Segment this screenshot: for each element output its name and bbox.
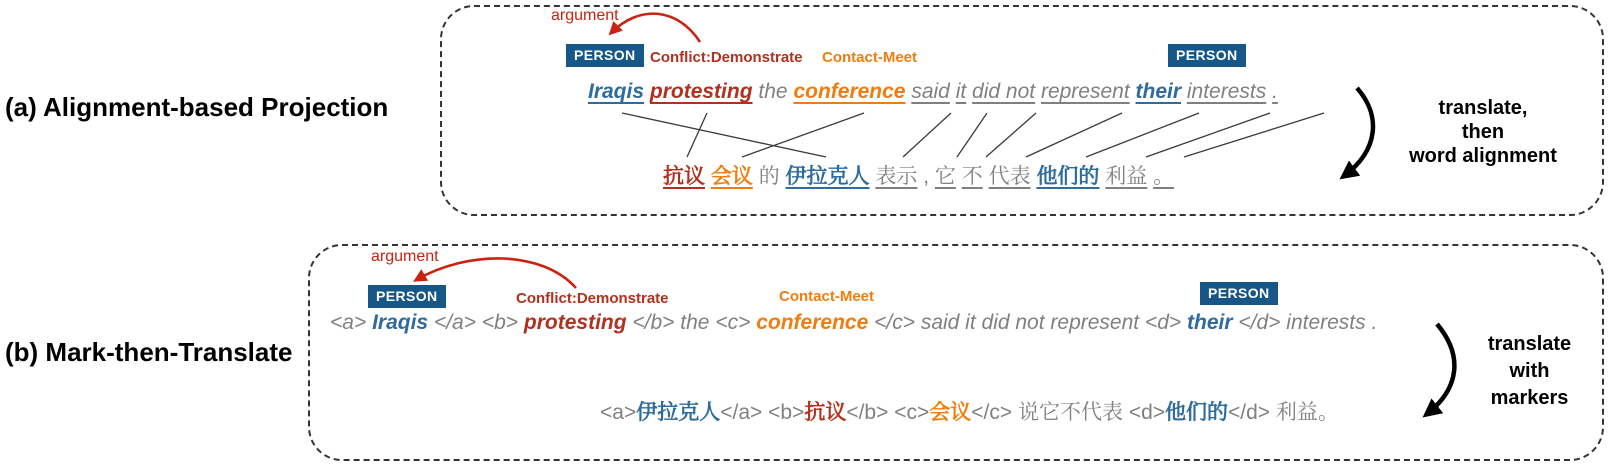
person-badge-b-right: PERSON [1200, 282, 1278, 305]
token: it [955, 80, 967, 103]
token: , [923, 165, 930, 188]
panel-a-label: (a) Alignment-based Projection [5, 92, 389, 122]
caption-b-line1: translate [1487, 333, 1572, 355]
token: 会议 [929, 401, 972, 424]
token: 他们的 [1165, 401, 1229, 424]
argument-label-b: argument [371, 248, 439, 265]
token: </c> [874, 311, 915, 334]
token: <d> [1144, 311, 1182, 334]
caption-a-line1: translate, [1438, 97, 1528, 119]
token: </b> [846, 401, 889, 424]
token: 会议 [710, 165, 753, 188]
token: 不 [961, 165, 983, 188]
caption-b-line3: markers [1490, 387, 1569, 409]
token: their [1135, 80, 1182, 103]
token: </b> [632, 311, 675, 334]
token: <c> [894, 401, 930, 424]
panel-b-label: (b) Mark-then-Translate [5, 337, 293, 367]
token: 他们的 [1036, 165, 1100, 188]
token: <b> [768, 401, 805, 424]
person-badge-b-left: PERSON [368, 285, 446, 308]
token: the [680, 311, 710, 334]
token: </d> [1238, 311, 1281, 334]
token: Iraqis [588, 80, 645, 103]
conflict-demonstrate-label-a: Conflict:Demonstrate [650, 49, 803, 66]
token: <b> [481, 311, 519, 334]
caption-a-line3: word alignment [1409, 145, 1557, 167]
token: 说它不代表 [1017, 401, 1123, 424]
token: </a> [720, 401, 763, 424]
person-badge-a-right: PERSON [1168, 44, 1246, 67]
contact-meet-label-a: Contact-Meet [822, 49, 918, 66]
token: 利益 [1105, 165, 1148, 188]
token: 表示 [875, 165, 918, 188]
argument-label-a: argument [551, 7, 619, 24]
token: conference [793, 80, 906, 103]
caption-b-line2: with [1509, 360, 1550, 382]
token: said it did not represent [920, 311, 1140, 334]
token: </d> [1228, 401, 1271, 424]
person-badge-a-left: PERSON [566, 44, 644, 67]
token: 伊拉克人 [785, 165, 870, 188]
token: their [1187, 311, 1233, 334]
token: protesting [649, 80, 753, 103]
token: <a> [600, 401, 637, 424]
caption-a-line2: then [1461, 121, 1505, 143]
translate-caption-b [1452, 331, 1607, 412]
token: 。 [1153, 165, 1175, 188]
panel-b-english-sentence [330, 311, 1377, 335]
token: </a> [433, 311, 476, 334]
token: conference [756, 311, 869, 334]
token: 的 [758, 165, 780, 188]
token: said [911, 80, 950, 103]
conflict-demonstrate-label-b: Conflict:Demonstrate [516, 290, 669, 307]
token: 代表 [988, 165, 1031, 188]
contact-meet-label-b: Contact-Meet [779, 288, 875, 305]
token: 抗议 [663, 165, 705, 188]
token: Iraqis [372, 311, 429, 334]
token: protesting [523, 311, 627, 334]
token: <a> [330, 311, 367, 334]
panel-b-chinese-sentence [600, 396, 1339, 426]
token: interests [1186, 80, 1267, 103]
token: 它 [934, 165, 956, 188]
token: <c> [715, 311, 751, 334]
token: 抗议 [804, 401, 847, 424]
token: interests . [1286, 311, 1378, 334]
panel-a-chinese-sentence [663, 160, 1174, 190]
translate-caption-a [1388, 96, 1578, 168]
panel-a-english-sentence [588, 80, 1278, 104]
token: 伊拉克人 [636, 401, 721, 424]
panel-b-box [308, 244, 1604, 461]
token: the [758, 80, 788, 103]
token: did not [972, 80, 1036, 103]
token: represent [1040, 80, 1130, 103]
token: </c> [971, 401, 1013, 424]
token: 利益。 [1275, 401, 1339, 424]
token: <d> [1128, 401, 1166, 424]
token: . [1272, 80, 1278, 103]
